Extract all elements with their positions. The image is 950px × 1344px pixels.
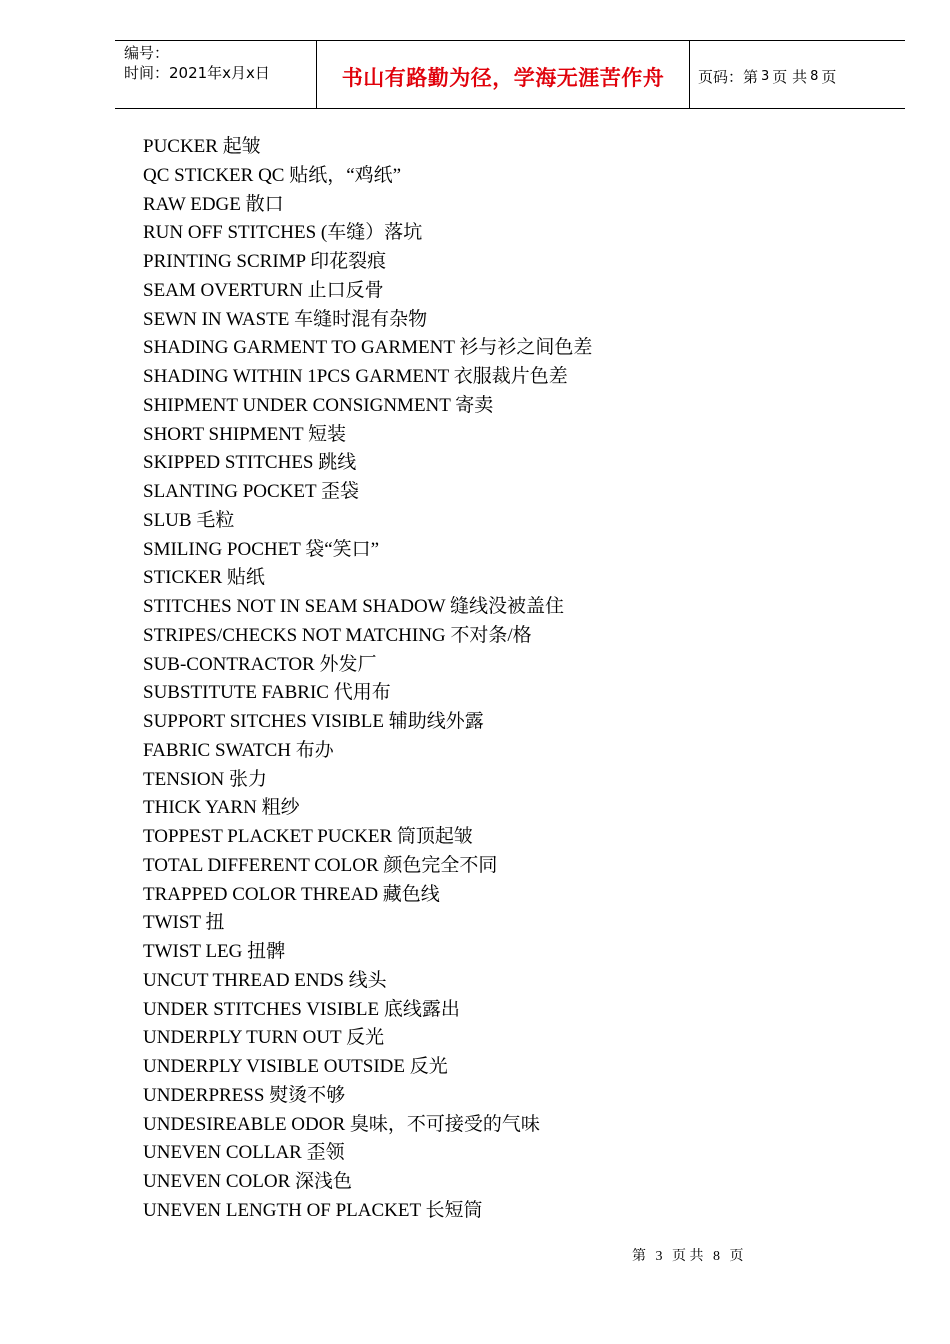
glossary-entry: THICK YARN 粗纱 xyxy=(143,797,300,819)
glossary-entry: UNDERPLY TURN OUT 反光 xyxy=(143,1027,385,1049)
glossary-entry: SLANTING POCKET 歪袋 xyxy=(143,481,360,502)
glossary-entry: PUCKER 起皱 xyxy=(143,136,261,157)
page-footer xyxy=(632,1245,750,1265)
glossary-entry: SEWN IN WASTE 车缝时混有杂物 xyxy=(143,308,428,330)
glossary-entry: STRIPES/CHECKS NOT MATCHING 不对条/格 xyxy=(143,624,532,646)
page-current: 3 xyxy=(761,69,770,84)
glossary-entry: TWIST 扭 xyxy=(143,912,225,934)
glossary-entry: SLUB 毛粒 xyxy=(143,509,235,531)
footer-prefix: 第 xyxy=(632,1249,646,1264)
glossary-entry: UNDESIREABLE ODOR 臭味，不可接受的气味 xyxy=(143,1113,540,1135)
glossary-entry: QC STICKER QC 贴纸，“鸡纸” xyxy=(143,164,402,186)
footer-suffix: 页 xyxy=(729,1249,744,1264)
glossary-entry: TENSION 张力 xyxy=(143,768,268,790)
page-suffix: 页 xyxy=(821,68,837,86)
glossary-entry: UNCUT THREAD ENDS 线头 xyxy=(143,969,387,991)
glossary-entry: UNDER STITCHES VISIBLE 底线露出 xyxy=(143,998,460,1020)
page-total: 8 xyxy=(810,69,819,84)
serial-label: 编号： xyxy=(124,44,170,62)
glossary-entry: RAW EDGE 散口 xyxy=(143,193,284,215)
glossary-entry: SKIPPED STITCHES 跳线 xyxy=(143,452,357,474)
glossary-entry: SHIPMENT UNDER CONSIGNMENT 寄卖 xyxy=(143,394,494,416)
page-prefix: 页码：第 xyxy=(698,68,759,86)
glossary-entry: SUB-CONTRACTOR 外发厂 xyxy=(143,653,377,675)
page-header xyxy=(115,40,905,109)
glossary-entry: SUBSTITUTE FABRIC 代用布 xyxy=(143,682,391,704)
header-motto-cell xyxy=(316,41,690,108)
glossary-entry: UNEVEN COLLAR 歪领 xyxy=(143,1142,345,1164)
header-meta xyxy=(115,41,316,108)
glossary-entry: UNEVEN COLOR 深浅色 xyxy=(143,1171,352,1192)
page-mid: 页 共 xyxy=(772,68,808,86)
glossary-list xyxy=(143,133,592,1226)
footer-total: 8 xyxy=(713,1249,720,1264)
glossary-entry: SMILING POCHET 袋“笑口” xyxy=(143,538,380,560)
glossary-entry: RUN OFF STITCHES (车缝）落坑 xyxy=(143,222,423,244)
glossary-entry: TRAPPED COLOR THREAD 藏色线 xyxy=(143,883,440,905)
glossary-entry: TWIST LEG 扭髀 xyxy=(143,941,286,962)
glossary-entry: STITCHES NOT IN SEAM SHADOW 缝线没被盖住 xyxy=(143,596,565,617)
glossary-entry: SUPPORT SITCHES VISIBLE 辅助线外露 xyxy=(143,711,484,732)
glossary-entry: UNDERPLY VISIBLE OUTSIDE 反光 xyxy=(143,1056,448,1077)
glossary-entry: TOPPEST PLACKET PUCKER 筒顶起皱 xyxy=(143,826,473,847)
glossary-entry: FABRIC SWATCH 布办 xyxy=(143,739,334,761)
glossary-entry: SEAM OVERTURN 止口反骨 xyxy=(143,279,384,301)
glossary-entry: UNEVEN LENGTH OF PLACKET 长短筒 xyxy=(143,1199,483,1221)
glossary-entry: TOTAL DIFFERENT COLOR 颜色完全不同 xyxy=(143,854,498,876)
glossary-entry: STICKER 贴纸 xyxy=(143,567,265,589)
glossary-entry: UNDERPRESS 熨烫不够 xyxy=(143,1084,346,1106)
motto-text: 书山有路勤为径，学海无涯苦作舟 xyxy=(341,65,665,90)
time-label: 时间：2021年x月x日 xyxy=(124,64,270,82)
footer-mid: 页 共 xyxy=(672,1249,704,1264)
footer-current: 3 xyxy=(655,1249,663,1264)
glossary-entry: SHADING GARMENT TO GARMENT 衫与衫之间色差 xyxy=(143,337,593,359)
glossary-entry: SHADING WITHIN 1PCS GARMENT 衣服裁片色差 xyxy=(143,366,568,387)
glossary-entry: PRINTING SCRIMP 印花裂痕 xyxy=(143,251,387,272)
glossary-entry: SHORT SHIPMENT 短装 xyxy=(143,423,346,445)
header-page-info xyxy=(690,41,905,108)
